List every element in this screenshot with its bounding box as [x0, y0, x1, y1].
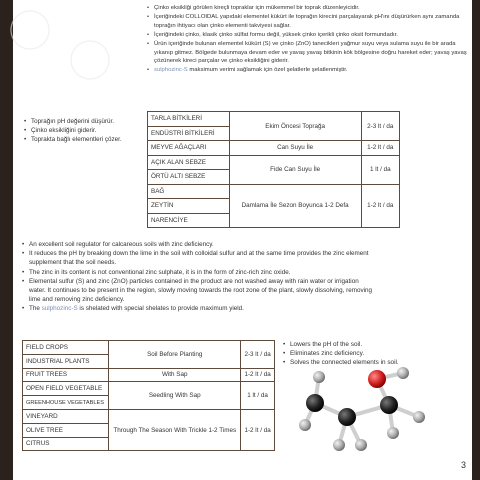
table-cell: 1-2 lt / da — [361, 141, 399, 156]
list-item: • Çinko eksikliği görülen kireçli topraklar için mükemmel bir toprak düzenleyicidir. — [147, 4, 469, 13]
list-item-text: maksimum verimi sağlamak için özel şelatlerle şelatlenmiştir. — [187, 67, 348, 74]
hydrogen-atom — [333, 439, 345, 451]
table-cell: OLIVE TREE — [23, 423, 109, 437]
hydrogen-atom — [387, 427, 399, 439]
table-cell: Ekim Öncesi Toprağa — [229, 112, 361, 141]
list-item — [22, 304, 372, 313]
ornament-pattern — [0, 0, 150, 110]
table-cell: ENDÜSTRİ BİTKİLERİ — [148, 126, 230, 141]
table-cell: NARENCİYE — [148, 213, 230, 228]
table-cell: TARLA BİTKİLERİ — [148, 112, 230, 127]
table-row — [23, 382, 275, 396]
carbon-atom — [380, 396, 398, 414]
carbon-atom — [306, 394, 324, 412]
hydrogen-atom — [397, 367, 409, 379]
list-item: • The zinc in its content is not conventional zinc sulphate, it is in the form of zinc-rich zinc oxide. — [22, 268, 372, 277]
list-item: • An excellent soil regulator for calcareous soils with zinc deficiency. — [22, 240, 372, 249]
table-cell: GREENHOUSE VEGETABLES — [23, 396, 109, 410]
table-row — [148, 155, 400, 170]
table-cell: Fide Can Suyu İle — [229, 155, 361, 184]
oxygen-atom — [368, 370, 386, 388]
list-item — [147, 66, 469, 75]
tr-dosage-table — [147, 111, 400, 228]
table-cell: Soil Before Planting — [109, 341, 241, 369]
table-row — [23, 368, 275, 382]
list-item: • Solves the connected elements in soil. — [283, 359, 463, 368]
list-item: • Toprağın pH değerini düşürür. — [24, 117, 144, 126]
table-row — [148, 141, 400, 156]
list-item: • İçeriğindeki çinko, klasik çinko sülfat formu değil, yüksek çinko içerikli çinko oksit formundadır. — [147, 31, 469, 40]
en-benefit-list — [283, 341, 463, 367]
table-cell: FIELD CROPS — [23, 341, 109, 355]
hydrogen-atom — [313, 371, 325, 383]
table-cell: Can Suyu İle — [229, 141, 361, 156]
list-item-text: The — [29, 305, 42, 313]
table-cell: VINEYARD — [23, 409, 109, 423]
table-cell: ZEYTİN — [148, 199, 230, 214]
table-cell: 1-2 lt / da — [361, 184, 399, 228]
table-cell: 1 lt / da — [361, 155, 399, 184]
table-cell: Damlama İle Sezon Boyunca 1-2 Defa — [229, 184, 361, 228]
table-row — [23, 409, 275, 423]
table-row — [148, 112, 400, 127]
list-item: • Toprakta bağlı elementleri çözer. — [24, 135, 144, 144]
table-cell: 1-2 lt / da — [241, 409, 275, 450]
list-item: • İçeriğindeki COLLOIDAL yapıdaki elementel kükürt ile toprağın kirecini parçalayarak pH'ını düşürürken aynı zamanda toprağın ihtiyacı olan çinko elementi takviyesi sağlar. — [147, 13, 469, 30]
list-item: • Ürün içeriğinde bulunan elementel kükürt (S) ve çinko (ZnO) tanecikleri yağmur suyu veya sulama suyu ile bir arada yıkanıp gitmez. Bölgede bulunmaya devam eder ve yavaş yavaş bitkinin kök bölgesine doğru hareket eder; yavaş yavaş çözünerek kireci parçalar ve çinko eksikliğini giderir. — [147, 40, 469, 66]
en-dosage-table — [22, 340, 275, 451]
list-item: • Çinko eksikliğini giderir. — [24, 126, 144, 135]
tr-benefit-list — [24, 117, 144, 144]
list-item: • Elemental sulfur (S) and zinc (ZnO) particles contained in the product are not washed away with rain water or irrigation water. It continues to be present in the region, slowly moving towards the root zone of the plant, slowly dissolving, removing lime and removing zinc deficiency. — [22, 277, 372, 305]
brand-name: sulphozinc-S — [154, 67, 188, 74]
en-feature-list — [22, 240, 372, 314]
table-cell: Seedling With Sap — [109, 382, 241, 410]
tr-feature-list — [147, 4, 469, 76]
table-cell: ÖRTÜ ALTI SEBZE — [148, 170, 230, 185]
list-item: • Lowers the pH of the soil. — [283, 341, 463, 350]
table-cell: INDUSTRIAL PLANTS — [23, 354, 109, 368]
table-row — [23, 341, 275, 355]
brand-name: sulphozinc-S — [41, 305, 78, 313]
table-cell: 1 lt / da — [241, 382, 275, 410]
table-cell: CITRUS — [23, 437, 109, 451]
table-row — [148, 184, 400, 199]
table-cell: BAĞ — [148, 184, 230, 199]
carbon-atom — [338, 408, 356, 426]
hydrogen-atom — [413, 411, 425, 423]
table-cell: Through The Season With Trickle 1-2 Times — [109, 409, 241, 450]
table-cell: With Sap — [109, 368, 241, 382]
table-cell: MEYVE AĞAÇLARI — [148, 141, 230, 156]
table-cell: 2-3 lt / da — [241, 341, 275, 369]
table-cell: 1-2 lt / da — [241, 368, 275, 382]
table-cell: 2-3 lt / da — [361, 112, 399, 141]
list-item: • Eliminates zinc deficiency. — [283, 350, 463, 359]
list-item: • It reduces the pH by breaking down the lime in the soil with colloidal sulfur and at the same time provides the zinc element supplement that the soil needs. — [22, 249, 372, 267]
molecule-model-image — [297, 365, 442, 460]
table-cell: FRUIT TREES — [23, 368, 109, 382]
list-item-text: is shelated with special shelates to provide maximum yield. — [77, 305, 244, 313]
hydrogen-atom — [299, 419, 311, 431]
table-cell: AÇIK ALAN SEBZE — [148, 155, 230, 170]
page-number: 3 — [460, 460, 466, 470]
table-cell: OPEN FIELD VEGETABLE — [23, 382, 109, 396]
right-decor-bar — [472, 0, 480, 480]
hydrogen-atom — [355, 439, 367, 451]
